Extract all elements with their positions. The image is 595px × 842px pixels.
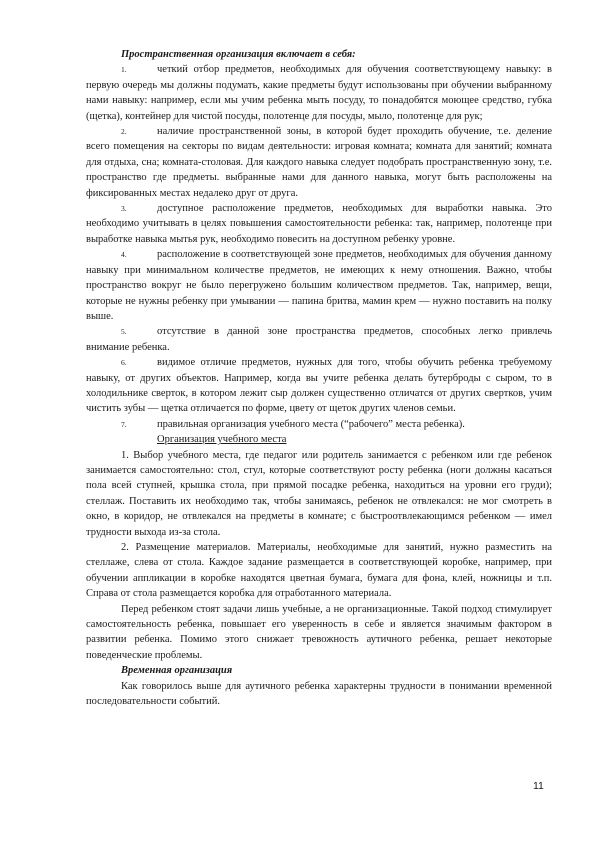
document-body — [86, 47, 552, 709]
list-item-3 — [86, 201, 552, 247]
list-number: 1. — [121, 65, 127, 75]
list-item-5 — [86, 324, 552, 355]
paragraph-materials: 2. Размещение материалов. Материалы, необходимые для занятий, нужно разместить на стеллаже, слева от стола. Каждое задание размещается в соответствующей коробке, например, при обучении аппликации в коробке находятся цветная бумага, бумага для фона, клей, ножницы и т.п. Справа от стола размещается коробка для отработанного материала. — [86, 542, 552, 600]
list-number: 2. — [121, 127, 127, 137]
list-number: 7. — [121, 419, 127, 429]
list-number: 3. — [121, 204, 127, 214]
paragraph-workplace-choice: 1. Выбор учебного места, где педагог или родитель занимается с ребенком или где ребенок занимается самостоятельно: стол, стул, которые соответствуют росту ребенка (ноги должны касаться пола всей ступней, крышка стола, при прямой посадке ребенка, находиться на уровни его груди); стеллаж. Поставить их необходимо так, чтобы занимаясь, ребенок не отвлекался: не мог смотреть в окно, в коридор, не отвлекался на предметы в комнате; с быстроотвлекающимся ребенком — имел трудности выхода из-за стола. — [86, 449, 552, 538]
list-item-2 — [86, 124, 552, 201]
paragraph-time: Как говорилось выше для аутичного ребенка характерны трудности в понимании временной последовательности событий. — [86, 680, 552, 708]
list-number: 4. — [121, 250, 127, 260]
list-item-text: наличие пространственной зоны, в которой будет проходить обучение, т.е. деление всего помещения на секторы по видам деятельности: игровая комната; комната для занятий; комната для отдыха, сна; комната-столовая. Для каждого навыка следует подобрать пространственную зону, т.е. пространство где предметы. выбранные нами для данного навыка, могут быть расположены на фиксированных местах недалеко друг от друга. — [86, 126, 552, 199]
list-number: 6. — [121, 358, 127, 368]
list-item-7 — [86, 417, 552, 432]
list-item-text: видимое отличие предметов, нужных для того, чтобы обучить ребенка требуемому навыку, от других объектов. Например, когда вы учите ребенка делать бутерброды с сыром, то в холодильнике сверток, в котором лежит сыр должен существенно отличатся от других свертков, учим чистить зубы — щетка отличается по форме, цвету от щеток других членов семьи. — [86, 357, 552, 415]
list-item-text: правильная организация учебного места (“рабочего” места ребенка). — [157, 418, 465, 430]
list-item-text: расположение в соответствующей зоне предметов, необходимых для обучения данному навыку при минимальном количестве предметов, не имеющих к нему отношения. Важно, чтобы пространство вокруг не было перегружено большим количеством предметов. Так, например, вещи, которые не нужны ребенку при умывании — папина бритва, мамин крем — нужно поставить на полку выше. — [86, 249, 552, 322]
list-number: 5. — [121, 327, 127, 337]
list-item-4 — [86, 247, 552, 324]
section-heading-time: Временная организация — [121, 665, 233, 677]
paragraph-tasks: Перед ребенком стоят задачи лишь учебные, а не организационные. Такой подход стимулирует самостоятельность ребенка, повышает его уверенность в себе и является значимым фактором в развитии ребенка. Помимо этого снижает тревожность аутичного ребенка, решает некоторые поведенческие проблемы. — [86, 603, 552, 661]
list-item-6 — [86, 355, 552, 417]
page-number: 11 — [533, 780, 544, 792]
section-heading-space: Пространственная организация включает в себя: — [121, 49, 356, 60]
list-item-text: отсутствие в данной зоне пространства предметов, способных легко привлечь внимание ребенка. — [86, 326, 552, 353]
subheading-workplace: Организация учебного места — [157, 434, 287, 446]
list-item-text: доступное расположение предметов, необходимых для выработки навыка. Это необходимо учитывать в целях повышения самостоятельности ребенка: так, например, полотенце при выработке навыка мытья рук, необходимо повесить на доступном ребенку уровне. — [86, 203, 552, 245]
list-item-1 — [86, 62, 552, 124]
list-item-text: четкий отбор предметов, необходимых для обучения соответствующему навыку: в первую очередь мы должны подумать, какие предметы будут использованы при обучении выбранному нами навыку: например, если мы учим ребенка мыть посуду, то понадобятся моющее средство, губка (щетка), контейнер для чистой посуды, полотенце для посуды, мыло, полотенце для рук; — [86, 64, 552, 122]
